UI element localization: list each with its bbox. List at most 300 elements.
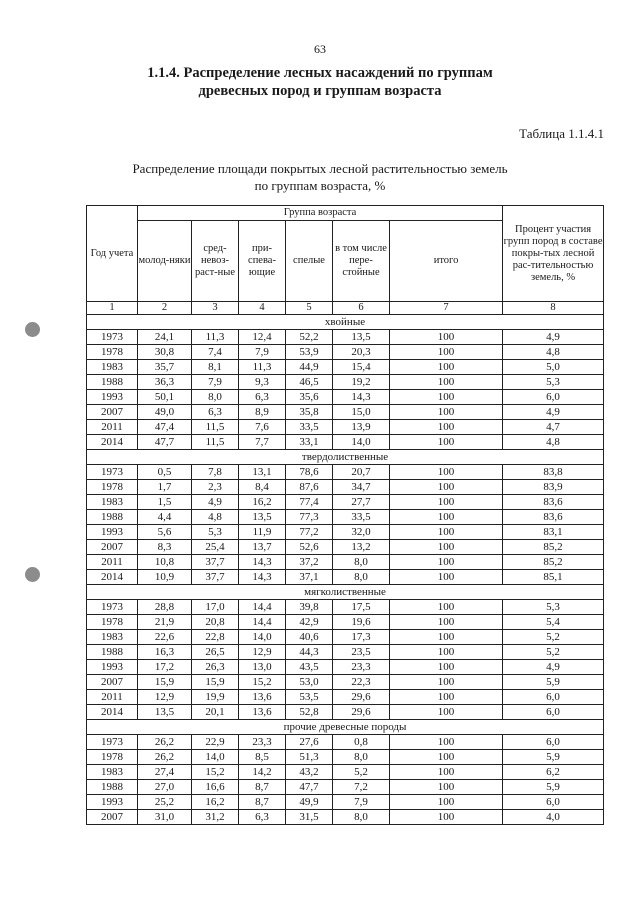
table-row [87,630,604,645]
value-cell: 39,8 [286,600,333,615]
year-cell: 2014 [87,435,138,450]
value-cell: 7,9 [239,345,286,360]
header-total: итого [390,221,503,302]
value-cell: 37,7 [192,555,239,570]
value-cell: 5,3 [503,375,604,390]
year-cell: 1978 [87,615,138,630]
value-cell: 11,5 [192,435,239,450]
value-cell: 52,8 [286,705,333,720]
year-cell: 2007 [87,540,138,555]
caption-line-1: Распределение площади покрытых лесной растительностью земель [132,161,508,176]
value-cell: 23,3 [333,660,390,675]
value-cell: 17,2 [138,660,192,675]
value-cell: 17,3 [333,630,390,645]
value-cell: 11,9 [239,525,286,540]
value-cell: 6,0 [503,690,604,705]
value-cell: 29,6 [333,705,390,720]
value-cell: 19,9 [192,690,239,705]
value-cell: 83,6 [503,510,604,525]
header-middle-aged: сред-невоз-раст-ные [192,221,239,302]
value-cell: 22,8 [192,630,239,645]
value-cell: 6,3 [239,390,286,405]
table-row [87,780,604,795]
table-row [87,495,604,510]
value-cell: 13,6 [239,705,286,720]
value-cell: 6,0 [503,735,604,750]
value-cell: 53,5 [286,690,333,705]
value-cell: 25,2 [138,795,192,810]
value-cell: 11,3 [192,330,239,345]
value-cell: 100 [390,630,503,645]
value-cell: 27,0 [138,780,192,795]
value-cell: 8,0 [333,810,390,825]
value-cell: 31,5 [286,810,333,825]
year-cell: 1983 [87,360,138,375]
year-cell: 2007 [87,810,138,825]
value-cell: 13,5 [333,330,390,345]
value-cell: 14,2 [239,765,286,780]
value-cell: 49,0 [138,405,192,420]
value-cell: 100 [390,615,503,630]
value-cell: 1,5 [138,495,192,510]
value-cell: 11,5 [192,420,239,435]
table-row [87,570,604,585]
value-cell: 8,7 [239,795,286,810]
value-cell: 12,4 [239,330,286,345]
value-cell: 22,9 [192,735,239,750]
value-cell: 47,7 [286,780,333,795]
value-cell: 6,0 [503,390,604,405]
value-cell: 85,2 [503,555,604,570]
value-cell: 19,6 [333,615,390,630]
value-cell: 37,7 [192,570,239,585]
value-cell: 14,0 [239,630,286,645]
value-cell: 34,7 [333,480,390,495]
value-cell: 0,8 [333,735,390,750]
value-cell: 22,6 [138,630,192,645]
value-cell: 2,3 [192,480,239,495]
value-cell: 47,7 [138,435,192,450]
value-cell: 8,0 [333,555,390,570]
value-cell: 8,0 [333,570,390,585]
table-row [87,525,604,540]
year-cell: 1993 [87,525,138,540]
value-cell: 13,5 [138,705,192,720]
value-cell: 100 [390,480,503,495]
value-cell: 20,1 [192,705,239,720]
value-cell: 33,5 [286,420,333,435]
value-cell: 100 [390,735,503,750]
value-cell: 8,3 [138,540,192,555]
value-cell: 6,3 [192,405,239,420]
header-share: Процент участия групп пород в составе покры-тых лесной рас-тительностью земель, % [503,206,604,302]
value-cell: 6,0 [503,705,604,720]
value-cell: 100 [390,375,503,390]
year-cell: 2011 [87,420,138,435]
value-cell: 40,6 [286,630,333,645]
value-cell: 15,4 [333,360,390,375]
table-label: Таблица 1.1.4.1 [519,126,604,141]
value-cell: 5,4 [503,615,604,630]
value-cell: 7,4 [192,345,239,360]
value-cell: 43,5 [286,660,333,675]
value-cell: 6,2 [503,765,604,780]
table-row [87,360,604,375]
value-cell: 5,9 [503,750,604,765]
column-number: 7 [390,302,503,315]
value-cell: 20,8 [192,615,239,630]
value-cell: 15,9 [192,675,239,690]
section-heading [0,64,640,100]
table-caption [0,160,640,194]
value-cell: 100 [390,435,503,450]
section-row [87,450,604,465]
column-number: 6 [333,302,390,315]
column-number: 5 [286,302,333,315]
section-row [87,315,604,330]
value-cell: 4,7 [503,420,604,435]
table-row [87,465,604,480]
value-cell: 100 [390,495,503,510]
value-cell: 100 [390,750,503,765]
year-cell: 1973 [87,735,138,750]
value-cell: 100 [390,390,503,405]
header-mature: спелые [286,221,333,302]
section-label: прочие древесные породы [87,720,604,735]
section-label: твердолиственные [87,450,604,465]
value-cell: 53,9 [286,345,333,360]
value-cell: 16,6 [192,780,239,795]
year-cell: 1973 [87,600,138,615]
value-cell: 16,2 [192,795,239,810]
value-cell: 100 [390,765,503,780]
value-cell: 12,9 [239,645,286,660]
value-cell: 37,2 [286,555,333,570]
value-cell: 19,2 [333,375,390,390]
column-number-row [87,302,604,315]
table-row [87,510,604,525]
value-cell: 100 [390,690,503,705]
value-cell: 50,1 [138,390,192,405]
year-cell: 2007 [87,405,138,420]
value-cell: 27,7 [333,495,390,510]
value-cell: 77,2 [286,525,333,540]
value-cell: 4,0 [503,810,604,825]
year-cell: 1973 [87,465,138,480]
value-cell: 8,7 [239,780,286,795]
age-distribution-table [86,205,604,825]
header-maturing: при-спева-ющие [239,221,286,302]
value-cell: 44,3 [286,645,333,660]
value-cell: 7,2 [333,780,390,795]
value-cell: 15,2 [239,675,286,690]
value-cell: 49,9 [286,795,333,810]
value-cell: 87,6 [286,480,333,495]
value-cell: 100 [390,420,503,435]
year-cell: 1983 [87,495,138,510]
year-cell: 1988 [87,780,138,795]
value-cell: 20,3 [333,345,390,360]
year-cell: 1993 [87,390,138,405]
table-row [87,390,604,405]
value-cell: 7,7 [239,435,286,450]
value-cell: 8,5 [239,750,286,765]
value-cell: 85,2 [503,540,604,555]
heading-line-2: древесных пород и группам возраста [198,83,442,99]
header-overmature: в том числе пере-стойные [333,221,390,302]
table-row [87,690,604,705]
value-cell: 83,8 [503,465,604,480]
value-cell: 100 [390,330,503,345]
table-row [87,705,604,720]
year-cell: 1988 [87,375,138,390]
heading-line-1: 1.1.4. Распределение лесных насаждений по группам [147,65,493,81]
table-row [87,615,604,630]
value-cell: 4,8 [192,510,239,525]
year-cell: 2014 [87,705,138,720]
value-cell: 4,9 [503,330,604,345]
value-cell: 17,5 [333,600,390,615]
value-cell: 33,1 [286,435,333,450]
value-cell: 7,9 [333,795,390,810]
value-cell: 13,9 [333,420,390,435]
value-cell: 15,2 [192,765,239,780]
value-cell: 26,2 [138,750,192,765]
value-cell: 12,9 [138,690,192,705]
value-cell: 100 [390,555,503,570]
value-cell: 100 [390,810,503,825]
value-cell: 100 [390,600,503,615]
value-cell: 24,1 [138,330,192,345]
value-cell: 32,0 [333,525,390,540]
year-cell: 1988 [87,510,138,525]
table-row [87,420,604,435]
section-label: хвойные [87,315,604,330]
value-cell: 5,3 [503,600,604,615]
binder-hole-top [25,322,40,337]
value-cell: 52,2 [286,330,333,345]
value-cell: 100 [390,540,503,555]
value-cell: 100 [390,465,503,480]
year-cell: 1973 [87,330,138,345]
value-cell: 8,9 [239,405,286,420]
value-cell: 83,6 [503,495,604,510]
value-cell: 22,3 [333,675,390,690]
value-cell: 1,7 [138,480,192,495]
value-cell: 42,9 [286,615,333,630]
value-cell: 47,4 [138,420,192,435]
value-cell: 5,6 [138,525,192,540]
value-cell: 5,9 [503,780,604,795]
table-row [87,375,604,390]
value-cell: 8,1 [192,360,239,375]
value-cell: 14,4 [239,615,286,630]
year-cell: 1978 [87,750,138,765]
value-cell: 13,5 [239,510,286,525]
value-cell: 100 [390,705,503,720]
table-row [87,735,604,750]
value-cell: 29,6 [333,690,390,705]
value-cell: 51,3 [286,750,333,765]
value-cell: 14,0 [192,750,239,765]
year-cell: 1993 [87,795,138,810]
value-cell: 35,7 [138,360,192,375]
table-row [87,330,604,345]
table-row [87,540,604,555]
value-cell: 83,9 [503,480,604,495]
year-cell: 2014 [87,570,138,585]
value-cell: 23,3 [239,735,286,750]
table-row [87,660,604,675]
value-cell: 15,0 [333,405,390,420]
value-cell: 26,2 [138,735,192,750]
table-row [87,600,604,615]
value-cell: 100 [390,780,503,795]
value-cell: 4,8 [503,435,604,450]
value-cell: 5,2 [503,645,604,660]
value-cell: 5,0 [503,360,604,375]
value-cell: 13,7 [239,540,286,555]
year-cell: 1983 [87,630,138,645]
value-cell: 100 [390,525,503,540]
value-cell: 33,5 [333,510,390,525]
year-cell: 1983 [87,765,138,780]
value-cell: 100 [390,660,503,675]
value-cell: 8,0 [192,390,239,405]
value-cell: 37,1 [286,570,333,585]
value-cell: 4,8 [503,345,604,360]
table-body [87,315,604,825]
year-cell: 2007 [87,675,138,690]
value-cell: 23,5 [333,645,390,660]
value-cell: 5,9 [503,675,604,690]
year-cell: 1993 [87,660,138,675]
value-cell: 44,9 [286,360,333,375]
section-row [87,720,604,735]
value-cell: 0,5 [138,465,192,480]
value-cell: 13,0 [239,660,286,675]
year-cell: 2011 [87,555,138,570]
column-number: 2 [138,302,192,315]
value-cell: 14,4 [239,600,286,615]
column-number: 8 [503,302,604,315]
value-cell: 16,2 [239,495,286,510]
section-label: мягколиственные [87,585,604,600]
caption-line-2: по группам возраста, % [254,178,386,193]
header-young: молод-няки [138,221,192,302]
table-row [87,345,604,360]
value-cell: 4,9 [192,495,239,510]
year-cell: 1978 [87,345,138,360]
value-cell: 13,1 [239,465,286,480]
table-row [87,555,604,570]
value-cell: 15,9 [138,675,192,690]
value-cell: 20,7 [333,465,390,480]
value-cell: 4,4 [138,510,192,525]
value-cell: 100 [390,405,503,420]
section-row [87,585,604,600]
value-cell: 10,8 [138,555,192,570]
value-cell: 100 [390,360,503,375]
table-row [87,480,604,495]
value-cell: 8,0 [333,750,390,765]
value-cell: 14,0 [333,435,390,450]
value-cell: 6,3 [239,810,286,825]
value-cell: 25,4 [192,540,239,555]
table-row [87,795,604,810]
column-number: 1 [87,302,138,315]
value-cell: 26,5 [192,645,239,660]
value-cell: 17,0 [192,600,239,615]
value-cell: 16,3 [138,645,192,660]
value-cell: 7,8 [192,465,239,480]
value-cell: 4,9 [503,405,604,420]
column-number: 4 [239,302,286,315]
value-cell: 77,4 [286,495,333,510]
year-cell: 1988 [87,645,138,660]
value-cell: 27,6 [286,735,333,750]
value-cell: 35,6 [286,390,333,405]
value-cell: 52,6 [286,540,333,555]
value-cell: 30,8 [138,345,192,360]
table-row [87,750,604,765]
header-age-group: Группа возраста [138,206,503,221]
value-cell: 27,4 [138,765,192,780]
value-cell: 13,6 [239,690,286,705]
value-cell: 100 [390,345,503,360]
value-cell: 14,3 [239,570,286,585]
table-row [87,405,604,420]
table-row [87,675,604,690]
binder-hole-bottom [25,567,40,582]
value-cell: 21,9 [138,615,192,630]
header-year: Год учета [87,206,138,302]
year-cell: 1978 [87,480,138,495]
value-cell: 14,3 [333,390,390,405]
value-cell: 4,9 [503,660,604,675]
value-cell: 26,3 [192,660,239,675]
page-number: 63 [314,42,326,56]
value-cell: 7,9 [192,375,239,390]
value-cell: 11,3 [239,360,286,375]
year-cell: 2011 [87,690,138,705]
value-cell: 5,2 [503,630,604,645]
value-cell: 46,5 [286,375,333,390]
value-cell: 85,1 [503,570,604,585]
value-cell: 100 [390,570,503,585]
column-number: 3 [192,302,239,315]
value-cell: 100 [390,645,503,660]
value-cell: 7,6 [239,420,286,435]
value-cell: 9,3 [239,375,286,390]
table-row [87,765,604,780]
value-cell: 14,3 [239,555,286,570]
value-cell: 43,2 [286,765,333,780]
value-cell: 100 [390,795,503,810]
value-cell: 6,0 [503,795,604,810]
value-cell: 31,2 [192,810,239,825]
value-cell: 31,0 [138,810,192,825]
table-row [87,645,604,660]
value-cell: 13,2 [333,540,390,555]
value-cell: 28,8 [138,600,192,615]
value-cell: 77,3 [286,510,333,525]
value-cell: 8,4 [239,480,286,495]
value-cell: 83,1 [503,525,604,540]
value-cell: 100 [390,675,503,690]
value-cell: 36,3 [138,375,192,390]
value-cell: 10,9 [138,570,192,585]
